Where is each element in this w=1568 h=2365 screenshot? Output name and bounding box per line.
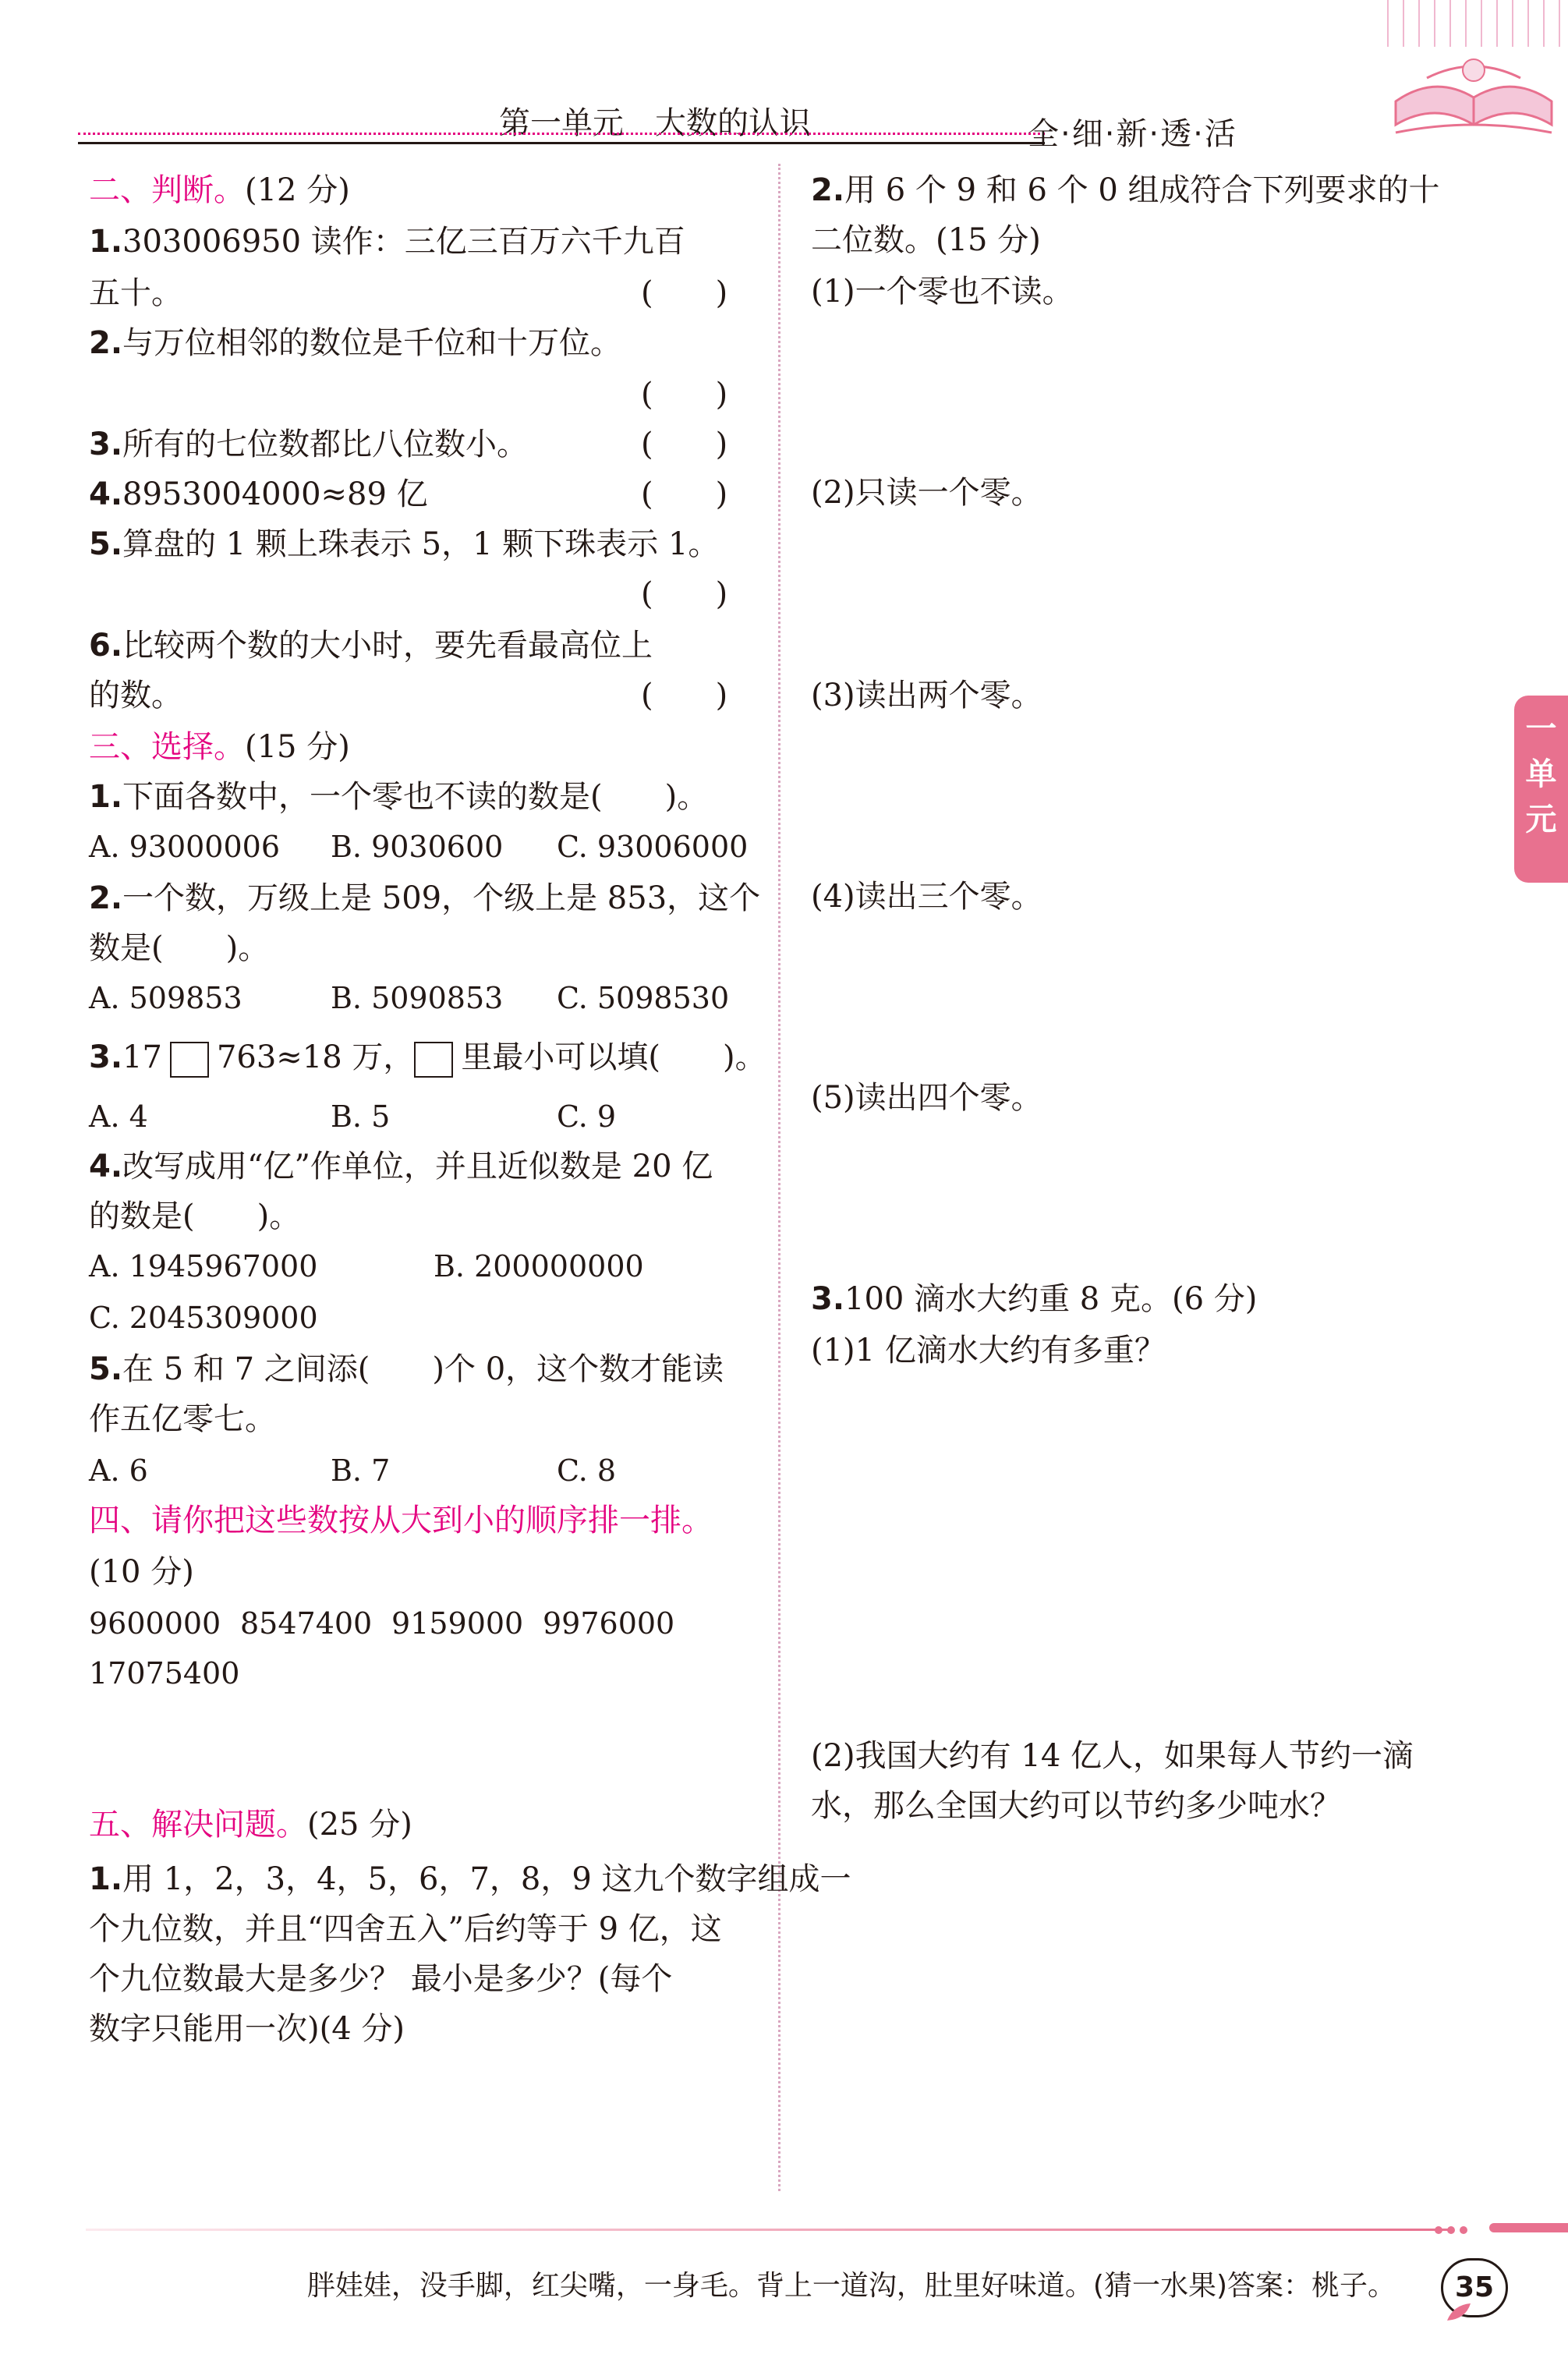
series-tagline: 全·细·新·透·活 bbox=[1028, 116, 1237, 152]
question-text: 17 bbox=[122, 1039, 162, 1075]
choice-option[interactable]: B. 5 bbox=[331, 1099, 391, 1134]
judge-q3 bbox=[89, 424, 528, 465]
question-number: 1. bbox=[89, 1861, 123, 1897]
footer-dots bbox=[1435, 2222, 1472, 2237]
solve-q2-sub2: (2)只读一个零。 bbox=[811, 475, 1042, 511]
question-number: 2. bbox=[89, 880, 123, 916]
question-text: 303006950 读作：三亿三百万六千九百 bbox=[122, 224, 685, 260]
choice-option[interactable]: C. 5098530 bbox=[557, 981, 730, 1015]
choice-option[interactable]: C. 2045309000 bbox=[89, 1301, 318, 1335]
answer-parentheses[interactable]: ( ) bbox=[641, 275, 728, 311]
question-text: 算盘的 1 颗上珠表示 5，1 颗下珠表示 1。 bbox=[122, 526, 720, 562]
question-text: 8953004000≈89 亿 bbox=[122, 476, 428, 512]
section-2-points: (12 分) bbox=[245, 172, 350, 208]
number-item: 17075400 bbox=[89, 1656, 240, 1691]
section-3-points: (15 分) bbox=[245, 729, 350, 765]
choice-q5-line1 bbox=[89, 1349, 724, 1390]
question-text: 比较两个数的大小时，要先看最高位上 bbox=[122, 628, 653, 664]
section-3-heading bbox=[89, 727, 350, 767]
footer-riddle: 胖娃娃，没手脚，红尖嘴，一身毛。背上一道沟，肚里好味道。(猜一水果)答案：桃子。 bbox=[306, 2270, 1396, 2302]
question-number: 2. bbox=[89, 325, 123, 361]
judge-q1-line2: 五十。 bbox=[89, 275, 182, 311]
side-tab-char: 单 bbox=[1525, 756, 1557, 792]
section-4-points: (10 分) bbox=[89, 1554, 194, 1590]
choice-q5-line2: 作五亿零七。 bbox=[89, 1401, 276, 1437]
judge-q5 bbox=[89, 524, 719, 565]
question-text: 一个数，万级上是 509，个级上是 853，这个 bbox=[122, 880, 761, 916]
choice-q4-line2: 的数是( )。 bbox=[89, 1198, 301, 1234]
question-text: 与万位相邻的数位是千位和十万位。 bbox=[122, 325, 622, 361]
solve-q3-sub2-line2: 水，那么全国大约可以节约多少吨水？ bbox=[811, 1788, 1341, 1824]
question-number: 1. bbox=[89, 224, 123, 260]
question-text: 里最小可以填( )。 bbox=[461, 1039, 766, 1075]
footer-accent-bar bbox=[1489, 2223, 1568, 2232]
choice-q2-line1 bbox=[89, 878, 760, 919]
question-text: 763≈18 万， bbox=[216, 1039, 415, 1075]
question-text: 在 5 和 7 之间添( )个 0，这个数才能读 bbox=[122, 1351, 724, 1387]
section-4-title: 四、请你把这些数按从大到小的顺序排一排。 bbox=[89, 1503, 713, 1538]
side-tab-char: 一 bbox=[1525, 711, 1557, 747]
choice-q1 bbox=[89, 777, 708, 817]
choice-option[interactable]: A. 4 bbox=[89, 1099, 148, 1134]
solve-q2-line1 bbox=[811, 170, 1440, 211]
choice-option[interactable]: A. 6 bbox=[89, 1453, 148, 1488]
solve-q3-sub1: (1)1 亿滴水大约有多重？ bbox=[811, 1333, 1166, 1368]
blank-box[interactable] bbox=[414, 1042, 453, 1078]
footer-rule bbox=[86, 2229, 1450, 2231]
choice-option[interactable]: C. 9 bbox=[557, 1099, 617, 1134]
question-number: 3. bbox=[811, 1281, 845, 1317]
question-number: 4. bbox=[89, 1149, 123, 1184]
question-text: 所有的七位数都比八位数小。 bbox=[122, 427, 529, 462]
section-5-title: 五、解决问题。 bbox=[89, 1807, 307, 1843]
answer-parentheses[interactable]: ( ) bbox=[641, 427, 728, 462]
judge-q4 bbox=[89, 474, 428, 515]
question-number: 6. bbox=[89, 628, 123, 664]
section-3-title: 三、选择。 bbox=[89, 729, 245, 765]
answer-parentheses[interactable]: ( ) bbox=[641, 377, 728, 412]
judge-q6-line2: 的数。 bbox=[89, 678, 182, 713]
number-item: 9159000 bbox=[391, 1606, 524, 1641]
choice-option[interactable]: A. 509853 bbox=[89, 981, 242, 1015]
number-item: 8547400 bbox=[240, 1606, 373, 1641]
section-5-heading bbox=[89, 1804, 412, 1845]
choice-option[interactable]: C. 8 bbox=[557, 1453, 617, 1488]
answer-parentheses[interactable]: ( ) bbox=[641, 678, 728, 713]
choice-option[interactable]: C. 93006000 bbox=[557, 830, 749, 864]
answer-parentheses[interactable]: ( ) bbox=[641, 476, 728, 512]
solve-q1-line1 bbox=[89, 1859, 851, 1899]
number-item: 9976000 bbox=[543, 1606, 675, 1641]
solve-q2-sub5: (5)读出四个零。 bbox=[811, 1080, 1042, 1116]
question-number: 5. bbox=[89, 1351, 123, 1387]
choice-option[interactable]: B. 7 bbox=[331, 1453, 391, 1488]
blank-box[interactable] bbox=[170, 1042, 209, 1078]
choice-option[interactable]: A. 93000006 bbox=[89, 830, 281, 864]
question-number: 4. bbox=[89, 476, 123, 512]
question-text: 用 6 个 9 和 6 个 0 组成符合下列要求的十 bbox=[844, 172, 1440, 208]
question-text: 用 1，2，3，4，5，6，7，8，9 这九个数字组成一 bbox=[122, 1861, 851, 1897]
section-2-title: 二、判断。 bbox=[89, 172, 245, 208]
leaf-icon bbox=[1444, 2300, 1475, 2324]
section-5-points: (25 分) bbox=[307, 1807, 412, 1843]
question-number: 3. bbox=[89, 427, 123, 462]
choice-option[interactable]: B. 5090853 bbox=[331, 981, 504, 1015]
choice-option[interactable]: B. 200000000 bbox=[434, 1249, 644, 1283]
solve-q1-line4: 数字只能用一次)(4 分) bbox=[89, 2011, 405, 2047]
question-number: 5. bbox=[89, 526, 123, 562]
choice-option[interactable]: B. 9030600 bbox=[331, 830, 504, 864]
choice-option[interactable]: A. 1945967000 bbox=[89, 1249, 318, 1283]
solve-q3-sub2-line1: (2)我国大约有 14 亿人，如果每人节约一滴 bbox=[811, 1738, 1414, 1774]
unit-side-tab bbox=[1514, 696, 1568, 883]
question-text: 下面各数中，一个零也不读的数是( )。 bbox=[122, 779, 709, 815]
section-2-heading bbox=[89, 170, 350, 211]
question-number: 1. bbox=[89, 779, 123, 815]
header-dotted-rule bbox=[78, 133, 1045, 135]
judge-q1-line1 bbox=[89, 221, 685, 262]
unit-title: 第一单元 大数的认识 bbox=[499, 105, 811, 141]
choice-q3 bbox=[89, 1037, 766, 1078]
choice-q2-line2: 数是( )。 bbox=[89, 930, 270, 966]
side-tab-char: 元 bbox=[1525, 802, 1557, 837]
solve-q2-line2: 二位数。(15 分) bbox=[811, 222, 1041, 258]
question-text: 100 滴水大约重 8 克。(6 分) bbox=[844, 1281, 1258, 1317]
answer-parentheses[interactable]: ( ) bbox=[641, 576, 728, 612]
solve-q2-sub1: (1)一个零也不读。 bbox=[811, 274, 1074, 310]
book-logo-icon bbox=[1380, 0, 1567, 156]
choice-q4-line1 bbox=[89, 1146, 713, 1187]
question-number: 3. bbox=[89, 1039, 123, 1075]
solve-q3 bbox=[811, 1279, 1257, 1319]
solve-q2-sub4: (4)读出三个零。 bbox=[811, 879, 1042, 915]
question-text: 改写成用“亿”作单位，并且近似数是 20 亿 bbox=[122, 1149, 713, 1184]
solve-q2-sub3: (3)读出两个零。 bbox=[811, 678, 1042, 713]
judge-q6-line1 bbox=[89, 625, 653, 666]
number-item: 9600000 bbox=[89, 1606, 221, 1641]
page-number: 35 bbox=[1441, 2258, 1508, 2317]
solve-q1-line3: 个九位数最大是多少？ 最小是多少？(每个 bbox=[89, 1961, 673, 1997]
solve-q1-line2: 个九位数，并且“四舍五入”后约等于 9 亿，这 bbox=[89, 1911, 722, 1947]
question-number: 2. bbox=[811, 172, 845, 208]
header-rule bbox=[78, 142, 1045, 144]
judge-q2 bbox=[89, 323, 621, 363]
